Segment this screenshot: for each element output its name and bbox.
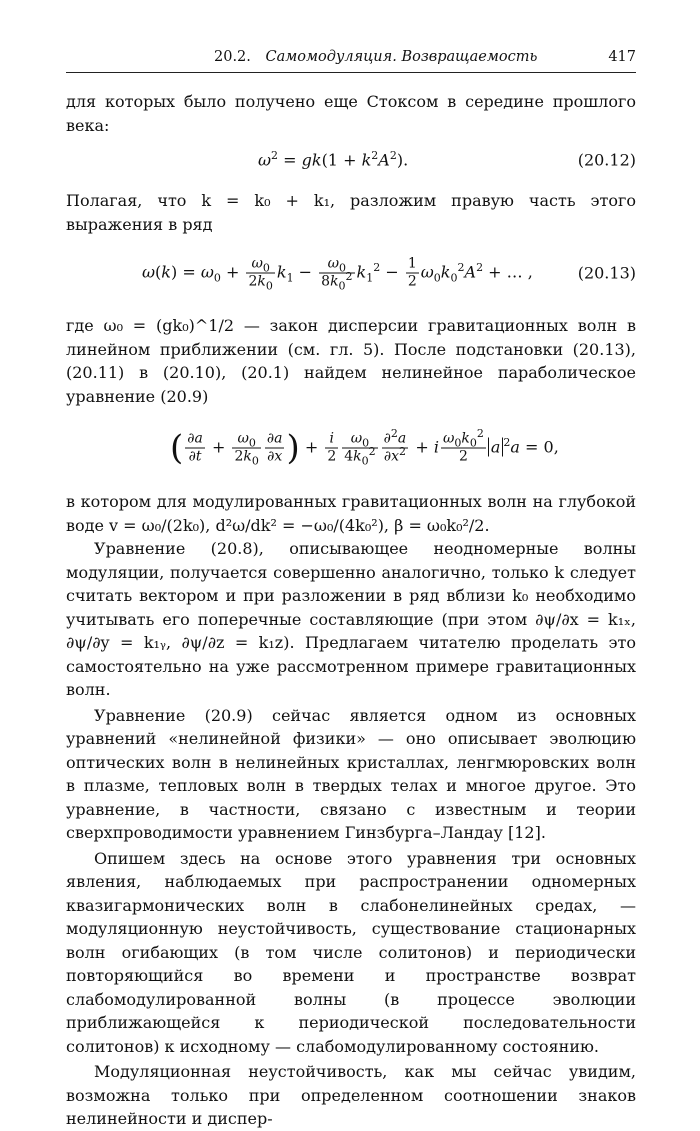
equation-formula: $\omega^2 = gk(1 + k^2A^2)$. bbox=[258, 148, 409, 170]
equation-formula: ( $\frac{\partial a}{\partial t}$ + $\frac{\omega_0}{2k_0}$ $\frac{\partial a}{\partial x}$ ) + $\frac{i}{2}$ $\frac{\omega_0}{4k_0^2}$ $\frac{\partial^2a}{\partial x^2}$ + i $\frac{\omega_0k_0^2}{2}$ a $^2$a = 0, bbox=[170, 426, 559, 468]
equation-number: (20.12) bbox=[577, 150, 636, 170]
equation-formula: $\omega(k) = \omega_0$ + $\frac{\omega_0}{2k_0}$ $k_1$ − $\frac{\omega_0}{8k_0^2}$ $k_1^2$ − $\frac{1}{2}$ $\omega_0k_0^2A^2$ + … , bbox=[142, 255, 533, 293]
equation-20-12 bbox=[66, 137, 636, 183]
header-rule bbox=[66, 72, 636, 73]
paragraph-3: где ω₀ = (gk₀)^1/2 — закон дисперсии гравитационных волн в линейном приближении (см. гл. 5). После подстановки (20.13), (20.11) в (20.10), (20.1) найдем нелинейное параболическое уравнение (20.9) bbox=[66, 316, 636, 406]
equation-nls bbox=[66, 412, 636, 484]
paragraph-1: для которых было получено еще Стоксом в середине прошлого века: bbox=[66, 92, 636, 135]
running-header bbox=[66, 46, 636, 68]
paragraph-2: Полагая, что k = k₀ + k₁, разложим правую часть этого выражения в ряд bbox=[66, 191, 636, 234]
equation-number: (20.13) bbox=[577, 263, 636, 283]
paragraph-7: Опишем здесь на основе этого уравнения три основных явления, наблюдаемых при распространении одномерных квазигармонических волн в слабонелинейных средах, — модуляционную неустойчивость, существование стационарных волн огибающих (в том числе солитонов) и периодически повторяющийся во времени и пространстве возврат слабомодулированной волны (в процессе эволюции приближающейся к периодической последовательности солитонов) к исходному — слабомодулированному состоянию. bbox=[66, 848, 636, 1056]
equation-20-13 bbox=[66, 240, 636, 306]
paragraph-8: Модуляционная неустойчивость, как мы сейчас увидим, возможна только при определенном соотношении знаков нелинейности и диспер- bbox=[66, 1062, 636, 1128]
paragraph-5: Уравнение (20.8), описывающее неодномерные волны модуляции, получается совершенно аналогично, только k следует считать вектором и при разложении в ряд вблизи k₀ необходимо учитывать его поперечные составляющие (при этом ∂ψ/∂x = k₁ₓ, ∂ψ/∂y = k₁ᵧ, ∂ψ/∂z = k₁z). Предлагаем читателю проделать это самостоятельно на уже рассмотренном примере гравитационных волн. bbox=[66, 539, 636, 699]
section-title: Самомодуляция. Возвращаемость bbox=[265, 49, 538, 65]
running-title bbox=[214, 46, 537, 70]
paragraph-6: Уравнение (20.9) сейчас является одном из основных уравнений «нелинейной физики» — оно описывает эволюцию оптических волн в нелинейных кристаллах, ленгмюровских волн в плазме, тепловых волн в твердых телах и многое другое. Это уравнение, в частности, связано с известным и теории сверхпроводимости уравнением Гинзбурга–Ландау [12]. bbox=[66, 705, 636, 842]
section-number: 20.2. bbox=[214, 49, 251, 65]
paragraph-4: в котором для модулированных гравитационных волн на глубокой воде v = ω₀/(2k₀), d²ω/dk² = −ω₀/(4k₀²), β = ω₀k₀²/2. bbox=[66, 492, 636, 535]
page-body bbox=[66, 90, 636, 1131]
page-number: 417 bbox=[608, 49, 636, 65]
